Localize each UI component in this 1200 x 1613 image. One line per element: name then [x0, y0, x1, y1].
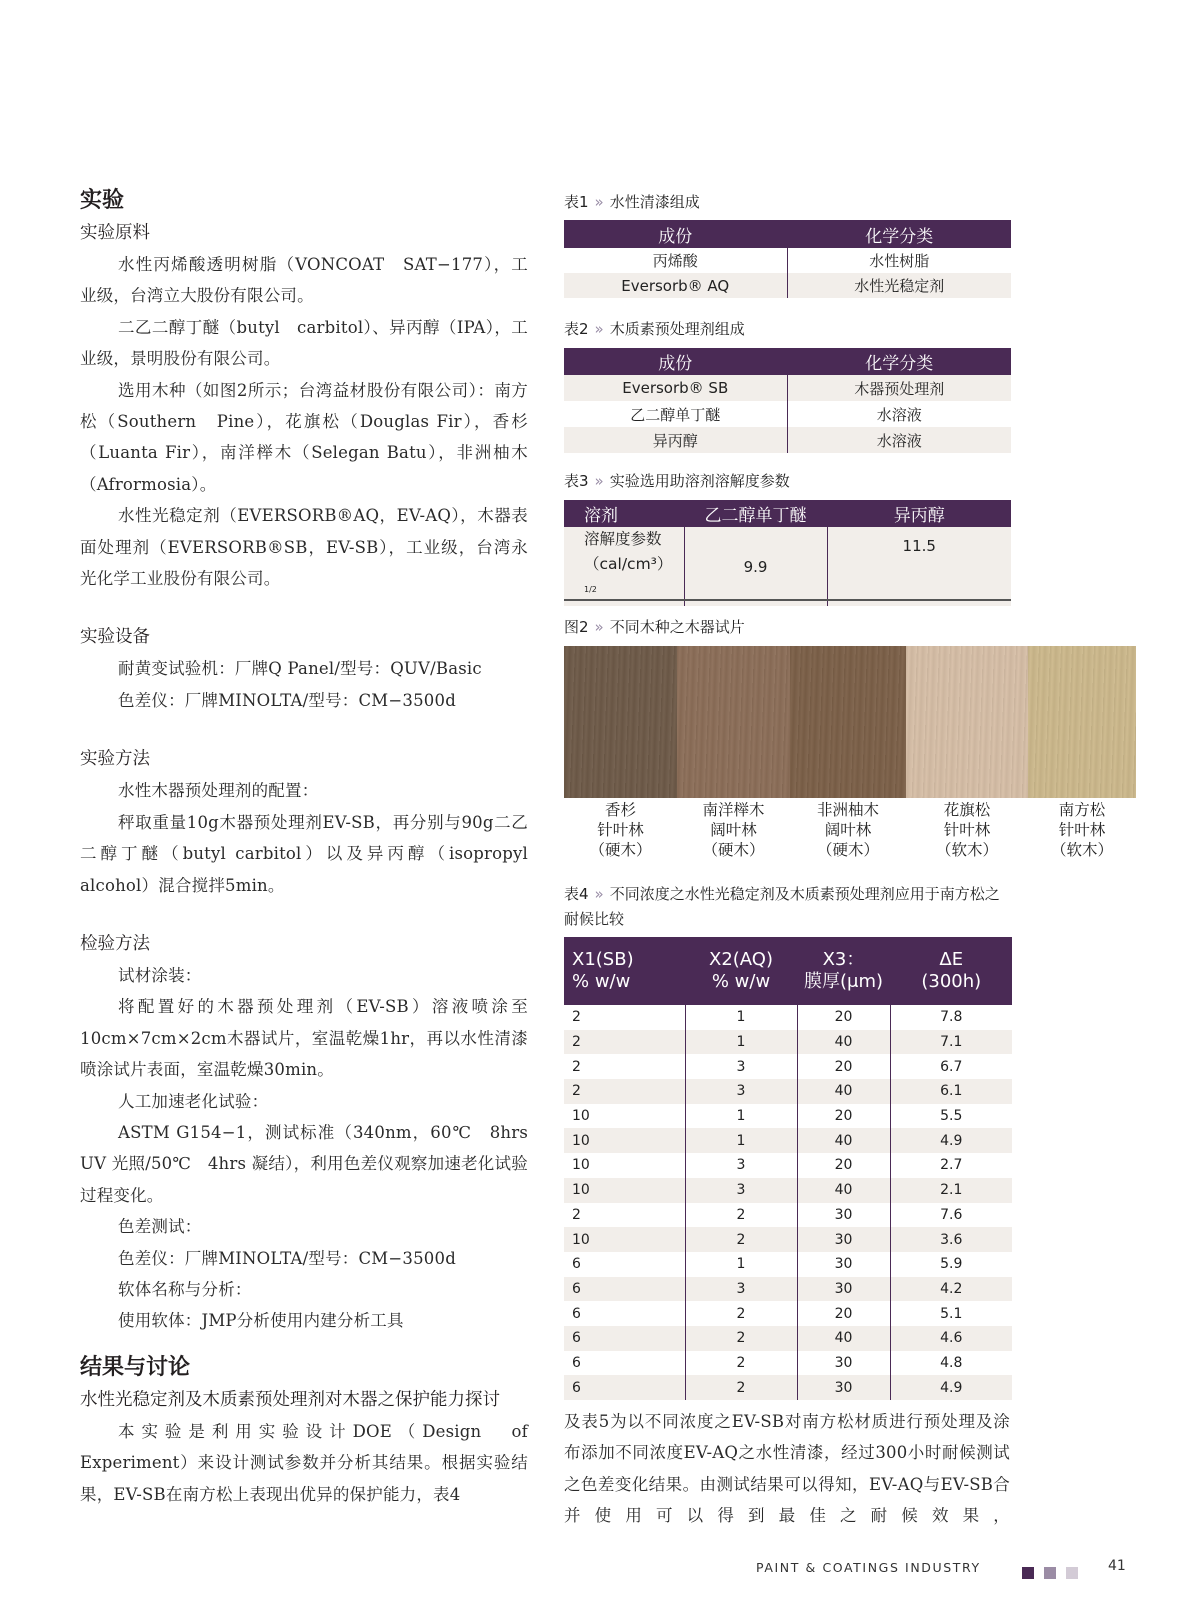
paragraph: 将配置好的木器预处理剂（EV-SB）溶液喷涂至10cm×7cm×2cm木器试片，室温乾燥1hr，再以水性清漆喷涂试片表面，室温乾燥30min。 [80, 997, 528, 1080]
table-cell: 2 [685, 1351, 797, 1376]
wood-sample-image [564, 646, 677, 798]
paragraph: 二乙二醇丁醚（butyl carbitol）、异丙醇（IPA），工业级，景明股份有限公司。 [80, 317, 528, 369]
table-row [564, 1252, 1012, 1277]
table-cell: 7.1 [890, 1030, 1012, 1055]
table-row [564, 1079, 1012, 1104]
table-cell: 7.8 [940, 1009, 963, 1026]
table-cell: 1 [685, 1128, 797, 1153]
table-row [564, 1030, 1012, 1055]
table-cell: 4.9 [890, 1375, 1012, 1400]
table-cell: 2 [685, 1375, 797, 1400]
table-cell: 1 [685, 1252, 797, 1277]
table-cell: 水性树脂 [869, 252, 930, 270]
paragraph: 色差仪：厂牌MINOLTA/型号：CM−3500d [118, 1248, 456, 1268]
table-cell: 40 [797, 1030, 890, 1055]
table-cell: 2 [685, 1203, 797, 1228]
caption-arrow: » [594, 618, 604, 636]
paragraph: 秤取重量10g木器预处理剂EV-SB，再分别与90g二乙二醇丁醚（butyl carbitol）以及异丙醇（isopropyl alcohol）混合搅拌5min。 [80, 812, 528, 895]
table-cell: 6 [564, 1375, 685, 1400]
table-cell: 2 [685, 1227, 797, 1252]
table4 [564, 937, 1012, 1400]
table-cell: 11.5 [827, 527, 1011, 606]
table-cell: 6 [564, 1301, 685, 1326]
wood-sample-image [790, 646, 906, 798]
row-label [564, 527, 684, 606]
paragraph: ASTM G154−1，测试标准（340nm，60℃ 8hrs UV 光照/50℃ 4hrs 凝结），利用色差仪观察加速老化试验过程变化。 [80, 1122, 528, 1205]
table-cell: 6 [564, 1351, 685, 1376]
table1 [564, 220, 1011, 298]
header-line: X2(AQ) [709, 949, 773, 970]
row-label-exponent: 1/2 [584, 585, 597, 594]
table-cell: 40 [797, 1326, 890, 1351]
table-header [685, 937, 797, 1005]
row-label-line2: （cal/cm³） [584, 555, 673, 573]
table-cell: 30 [797, 1203, 890, 1228]
wood-sample-label [1026, 800, 1138, 860]
caption-number: 表2 [564, 320, 589, 338]
header-line: ΔE [939, 949, 964, 970]
table-cell: 30 [797, 1227, 890, 1252]
wood-sample-image [677, 646, 790, 798]
header-line: X3： [822, 949, 865, 970]
wood-label-name: 花旗松 [943, 801, 991, 819]
table-row [564, 1301, 1012, 1326]
table2-caption [564, 318, 745, 339]
wood-label-type: 阔叶林 [710, 821, 757, 839]
table-cell: 1 [685, 1104, 797, 1129]
paragraph: 及表5为以不同浓度之EV-SB对南方松材质进行预处理及涂布添加不同浓度EV-AQ之水性清漆，经过300小时耐候测试之色差变化结果。由测试结果可以得知，EV-AQ与EV-SB合并使用可以得到最佳之耐候效果， [564, 1412, 1010, 1526]
table-header [890, 937, 1012, 1005]
caption-arrow: » [594, 320, 604, 338]
figure2-caption [564, 616, 745, 637]
table-cell: 40 [797, 1128, 890, 1153]
table-cell: 30 [797, 1277, 890, 1302]
header-line: (300h) [921, 971, 982, 992]
table-cell: 水溶液 [787, 427, 1011, 453]
table-cell: 20 [797, 1104, 890, 1129]
table-cell: 30 [797, 1375, 890, 1400]
table3-caption [564, 470, 790, 491]
table-row [564, 1277, 1012, 1302]
table-header: 成份 [564, 220, 787, 248]
table-header: 溶剂 [564, 500, 684, 527]
table-cell: 9.9 [684, 527, 827, 606]
header-line: % w/w [711, 971, 771, 992]
table-cell: 木器预处理剂 [787, 375, 1011, 401]
paragraph: 耐黄变试验机：厂牌Q Panel/型号：QUV/Basic [118, 659, 482, 679]
wood-label-type: 阔叶林 [824, 821, 872, 839]
table3 [564, 500, 1011, 606]
table-cell: 6.7 [940, 1058, 963, 1075]
paragraph: 试材涂装： [118, 965, 202, 985]
wood-label-hardness: （硬木） [589, 841, 652, 859]
table-cell: 5.5 [940, 1108, 963, 1125]
table-cell: 2 [685, 1326, 797, 1351]
journal-name: PAINT & COATINGS INDUSTRY [756, 1560, 981, 1575]
table-row [564, 1326, 1012, 1351]
table-header: 异丙醇 [827, 500, 1011, 527]
header-line: 膜厚(μm) [803, 971, 884, 992]
caption-title: 不同浓度之水性光稳定剂及木质素预处理剂应用于南方松之耐候比较 [564, 885, 1000, 928]
table-cell: 40 [797, 1178, 890, 1203]
caption-arrow: » [594, 885, 604, 903]
table-cell: 2 [564, 1005, 685, 1030]
caption-arrow: » [594, 472, 604, 490]
table-cell: 2 [564, 1079, 685, 1104]
header-line: X1(SB) [572, 949, 634, 970]
wood-label-name: 香杉 [604, 801, 636, 819]
table-header: 化学分类 [787, 348, 1011, 375]
table4-body [564, 1005, 1012, 1400]
footer-square [1066, 1567, 1078, 1579]
table-cell: 10 [564, 1178, 685, 1203]
paragraph: 水性木器预处理剂的配置： [118, 781, 319, 801]
table-row [564, 1203, 1012, 1228]
subheading-test: 检验方法 [80, 933, 150, 954]
table-cell: 40 [797, 1079, 890, 1104]
caption-arrow: » [594, 193, 604, 211]
table-cell: 水溶液 [876, 405, 922, 424]
table-cell: 2.7 [940, 1157, 963, 1174]
wood-label-hardness: （硬木） [816, 841, 879, 859]
table-cell: 6 [564, 1326, 685, 1351]
table-cell: 5.1 [940, 1305, 963, 1322]
table-cell: 10 [564, 1104, 685, 1129]
wood-sample-label [911, 800, 1023, 860]
table-cell: 3 [685, 1054, 797, 1079]
paragraph: 本实验是利用实验设计DOE（Design of Experiment）来设计测试参数并分析其结果。根据实验结果，EV-SB在南方松上表现出优异的保护能力，表4 [80, 1421, 545, 1504]
subheading-method: 实验方法 [80, 749, 150, 770]
table-header: 化学分类 [787, 220, 1011, 248]
page-number: 41 [1108, 1558, 1126, 1574]
table-row [564, 1351, 1012, 1376]
table-cell: 4.8 [940, 1354, 963, 1371]
table2 [564, 348, 1011, 453]
table-header [564, 937, 685, 1005]
table-cell: 20 [797, 1005, 890, 1030]
table-row [564, 1054, 1012, 1079]
table-cell: 3 [685, 1079, 797, 1104]
caption-number: 表3 [564, 472, 589, 490]
caption-title: 不同木种之木器试片 [609, 618, 745, 636]
caption-number: 表1 [564, 193, 589, 211]
table-row [564, 1128, 1012, 1153]
table-cell: 2 [564, 1030, 685, 1055]
table-row [564, 1375, 1012, 1400]
wood-label-type: 针叶林 [597, 821, 644, 839]
wood-sample-label [565, 800, 677, 860]
table-cell: 3 [685, 1153, 797, 1178]
paragraph: 选用木种（如图2所示；台湾益材股份有限公司）：南方松（Southern Pine），花旗松（Douglas Fir），香杉（Luanta Fir），南洋榉木（Selegan Batu），非洲柚木（Afrormosia）。 [80, 380, 528, 494]
wood-label-hardness: （硬木） [702, 841, 765, 859]
footer-square [1022, 1567, 1034, 1579]
wood-sample-label [678, 800, 790, 860]
paragraph: 水性丙烯酸透明树脂（VONCOAT SAT−177），工业级，台湾立大股份有限公司。 [80, 255, 528, 306]
table4-caption [564, 882, 1014, 932]
wood-sample-label [792, 800, 904, 860]
wood-sample-image [906, 646, 1028, 798]
table-cell: 3 [685, 1277, 797, 1302]
table-cell: 30 [797, 1252, 890, 1277]
caption-title: 实验选用助溶剂溶解度参数 [609, 472, 790, 490]
table-cell: Eversorb® AQ [564, 273, 787, 298]
table-header: 成份 [564, 348, 787, 375]
table-cell: 3.6 [890, 1227, 1012, 1252]
table-cell: 2 [564, 1203, 685, 1228]
table-cell: 3 [685, 1178, 797, 1203]
table1-caption [564, 191, 700, 212]
table-row [564, 1227, 1012, 1252]
table-cell: 10 [564, 1153, 685, 1178]
table-cell: 10 [564, 1227, 685, 1252]
caption-number: 图2 [564, 618, 589, 636]
header-line: % w/w [572, 971, 631, 992]
table-cell: 7.6 [940, 1206, 963, 1223]
paragraph: 色差测试： [118, 1217, 202, 1237]
table-header [797, 937, 890, 1005]
section-heading-results: 结果与讨论 [80, 1354, 191, 1380]
section-heading-experiment: 实验 [80, 188, 125, 213]
subheading-materials: 实验原料 [80, 223, 150, 243]
paragraph: 人工加速老化试验： [118, 1091, 269, 1111]
table-cell: 6 [564, 1252, 685, 1277]
table-row [564, 1104, 1012, 1129]
table-cell: 20 [797, 1301, 890, 1326]
table-cell: 2 [564, 1054, 685, 1079]
table-cell: 30 [797, 1351, 890, 1376]
wood-label-name: 南洋榉木 [702, 801, 765, 819]
paragraph: 色差仪：厂牌MINOLTA/型号：CM−3500d [118, 690, 456, 710]
table-row [564, 1005, 1012, 1030]
table-row [564, 1178, 1012, 1203]
wood-label-name: 南方松 [1058, 801, 1106, 819]
paragraph: 水性光稳定剂（EVERSORB®AQ，EV-AQ），木器表面处理剂（EVERSORB®SB，EV-SB），工业级，台湾永光化学工业股份有限公司。 [80, 506, 528, 589]
table-cell: 2.1 [890, 1178, 1012, 1203]
table-cell: 丙烯酸 [564, 248, 787, 273]
caption-title: 水性清漆组成 [609, 193, 700, 211]
caption-number: 表4 [564, 885, 589, 903]
wood-label-name: 非洲柚木 [816, 801, 879, 819]
wood-label-hardness: （软木） [935, 841, 998, 859]
table-row [564, 1153, 1012, 1178]
paragraph: 软体名称与分析： [118, 1279, 252, 1299]
table-cell: 20 [797, 1054, 890, 1079]
wood-label-type: 针叶林 [943, 821, 991, 839]
subheading-results: 水性光稳定剂及木质素预处理剂对木器之保护能力探讨 [80, 1389, 500, 1410]
table-cell: 10 [564, 1128, 685, 1153]
divider [564, 599, 1011, 601]
table-cell: 乙二醇单丁醚 [564, 401, 787, 427]
wood-sample-image [1028, 646, 1136, 798]
table-cell: 水性光稳定剂 [787, 273, 1011, 298]
table-cell: 4.9 [890, 1128, 1012, 1153]
table-cell: 4.6 [890, 1326, 1012, 1351]
caption-title: 木质素预处理剂组成 [609, 320, 745, 338]
table-cell: 2 [685, 1301, 797, 1326]
table-cell: 20 [797, 1153, 890, 1178]
table-cell: 1 [685, 1005, 797, 1030]
table-cell: 4.2 [890, 1277, 1012, 1302]
left-column [80, 184, 545, 1510]
table-cell: 1 [685, 1030, 797, 1055]
subheading-equipment: 实验设备 [80, 627, 150, 648]
table-cell: 6 [564, 1277, 685, 1302]
table-header: 乙二醇单丁醚 [684, 500, 827, 527]
table-cell: 异丙醇 [564, 427, 787, 453]
wood-label-hardness: （软木） [1050, 841, 1113, 859]
table-cell: 5.9 [940, 1256, 963, 1273]
table-cell: 6.1 [890, 1079, 1012, 1104]
paragraph: 使用软体：JMP分析使用内建分析工具 [118, 1311, 404, 1331]
footer-square [1044, 1567, 1056, 1579]
row-label-line1: 溶解度参数 [584, 530, 662, 548]
table-cell: Eversorb® SB [564, 375, 787, 401]
wood-label-type: 针叶林 [1058, 821, 1106, 839]
